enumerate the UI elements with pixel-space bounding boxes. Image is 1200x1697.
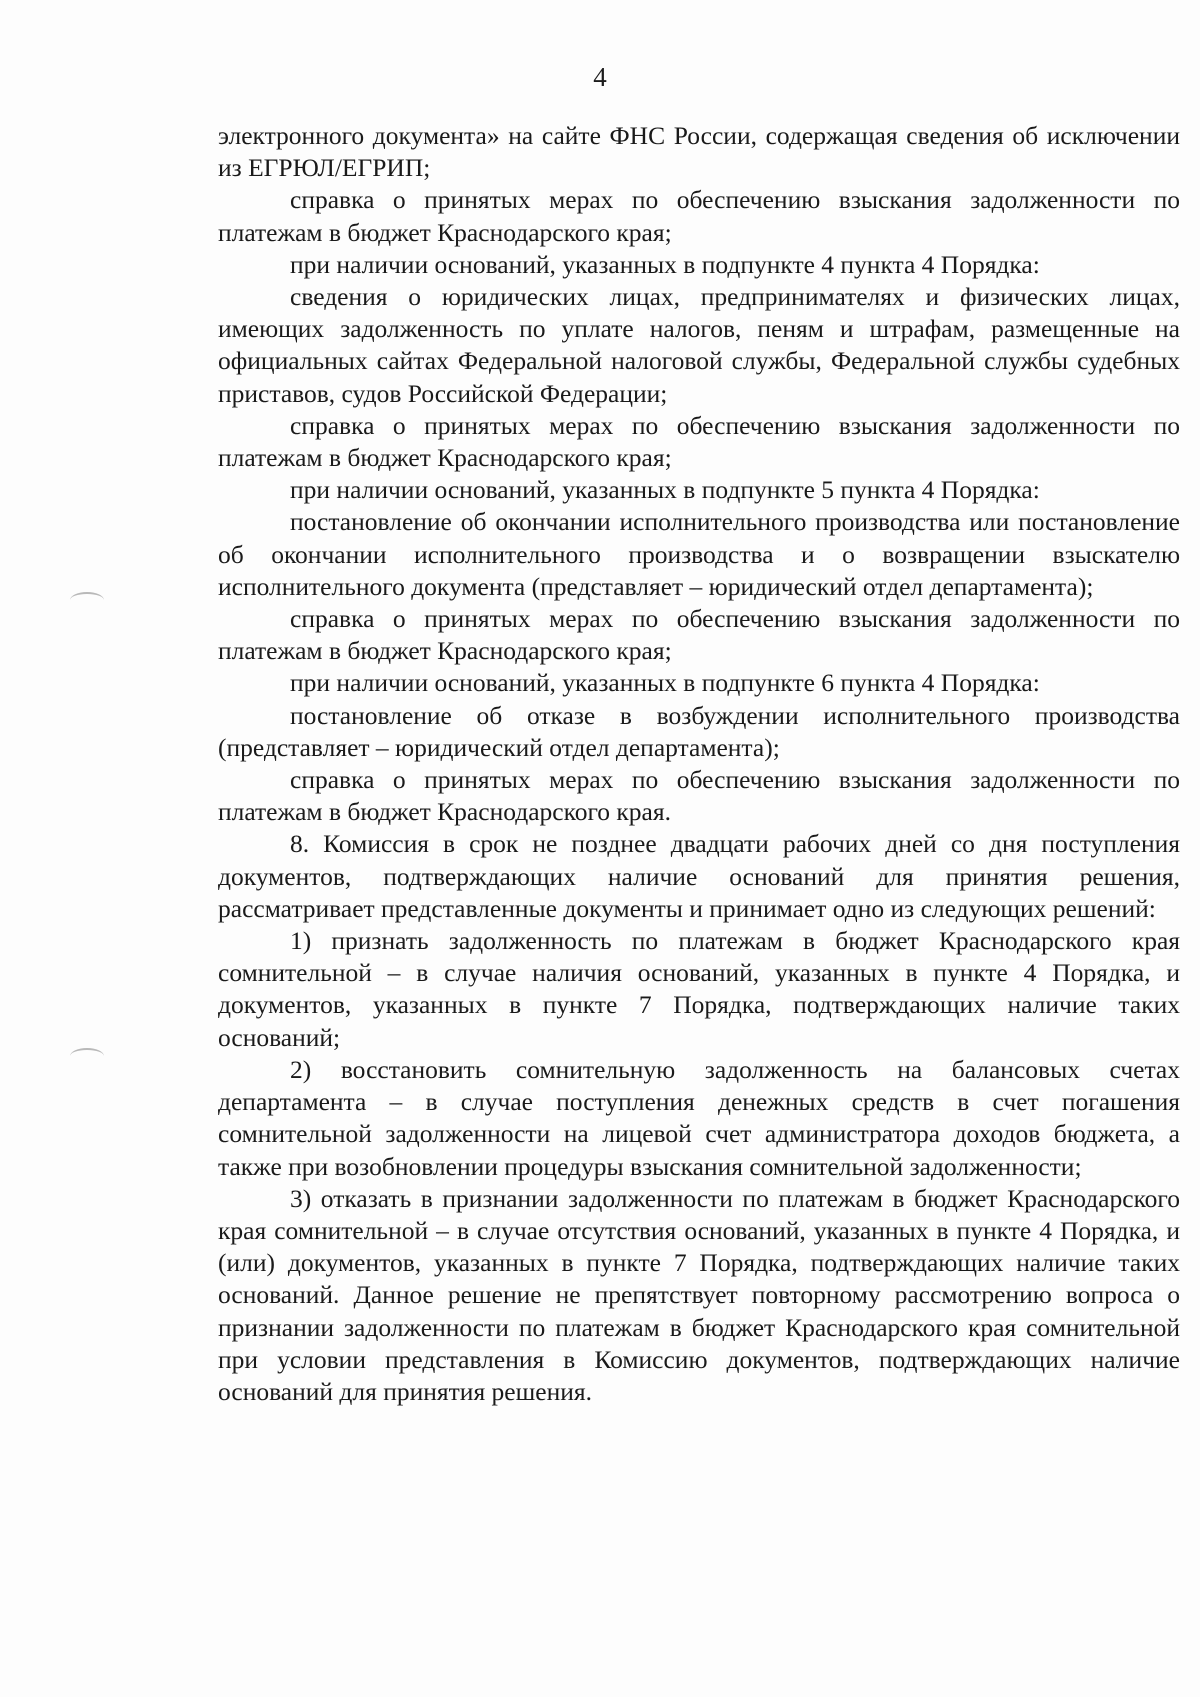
paragraph: при наличии оснований, указанных в подпункте 5 пункта 4 Порядка: [290, 475, 1040, 505]
paragraph: справка о принятых мерах по обеспечению взыскания задолженности по платежам в бюджет Краснодарского края; [218, 185, 1180, 247]
punch-hole-mark [70, 1048, 104, 1064]
paragraph: при наличии оснований, указанных в подпункте 6 пункта 4 Порядка: [290, 668, 1040, 698]
paragraph: 2) восстановить сомнительную задолженность на балансовых счетах департамента – в случае поступления денежных средств в счет погашения сомнительной задолженности на лицевой счет администратора доходов бюджета, а также при возобновлении процедуры взыскания сомнительной задолженности; [218, 1054, 1180, 1181]
paragraph: 3) отказать в признании задолженности по платежам в бюджет Краснодарского края сомнительной – в случае отсутствия оснований, указанных в пункте 4 Порядка, и (или) документов, указанных в пункте 7 Порядка, подтверждающих наличие таких оснований. Данное решение не препятствует повторному рассмотрению вопроса о признании задолженности по платежам в бюджет Краснодарского края сомнительной при условии представления в Комиссию документов, подтверждающих наличие оснований для принятия решения. [218, 1183, 1180, 1406]
paragraph: справка о принятых мерах по обеспечению взыскания задолженности по платежам в бюджет Краснодарского края; [218, 604, 1180, 666]
document-body [218, 120, 1180, 1408]
paragraph: постановление об отказе в возбуждении исполнительного производства (представляет – юридический отдел департамента); [218, 700, 1180, 762]
paragraph: сведения о юридических лицах, предпринимателях и физических лицах, имеющих задолженность по уплате налогов, пеням и штрафам, размещенные на официальных сайтах Федеральной налоговой службы, Федеральной службы судебных приставов, судов Российской Федерации; [218, 282, 1180, 408]
paragraph: 8. Комиссия в срок не позднее двадцати рабочих дней со дня поступления документов, подтверждающих наличие оснований для принятия решения, рассматривает представленные документы и принимает одно из следующих решений: [218, 829, 1180, 923]
paragraph: справка о принятых мерах по обеспечению взыскания задолженности по платежам в бюджет Краснодарского края. [218, 765, 1180, 827]
paragraph: постановление об окончании исполнительного производства или постановление об окончании исполнительного производства и о возвращении взыскателю исполнительного документа (представляет – юридический отдел департамента); [218, 507, 1180, 601]
paragraph: справка о принятых мерах по обеспечению взыскания задолженности по платежам в бюджет Краснодарского края; [218, 410, 1180, 473]
paragraph: 1) признать задолженность по платежам в бюджет Краснодарского края сомнительной – в случае наличия оснований, указанных в пункте 4 Порядка, и документов, указанных в пункте 7 Порядка, подтверждающих наличие таких оснований; [218, 926, 1180, 1052]
page-number: 4 [593, 62, 607, 92]
paragraph: электронного документа» на сайте ФНС России, содержащая сведения об исключении из ЕГРЮЛ/ЕГРИП; [218, 121, 1180, 183]
paragraph: при наличии оснований, указанных в подпункте 4 пункта 4 Порядка: [290, 249, 1040, 279]
punch-hole-mark [70, 592, 104, 608]
